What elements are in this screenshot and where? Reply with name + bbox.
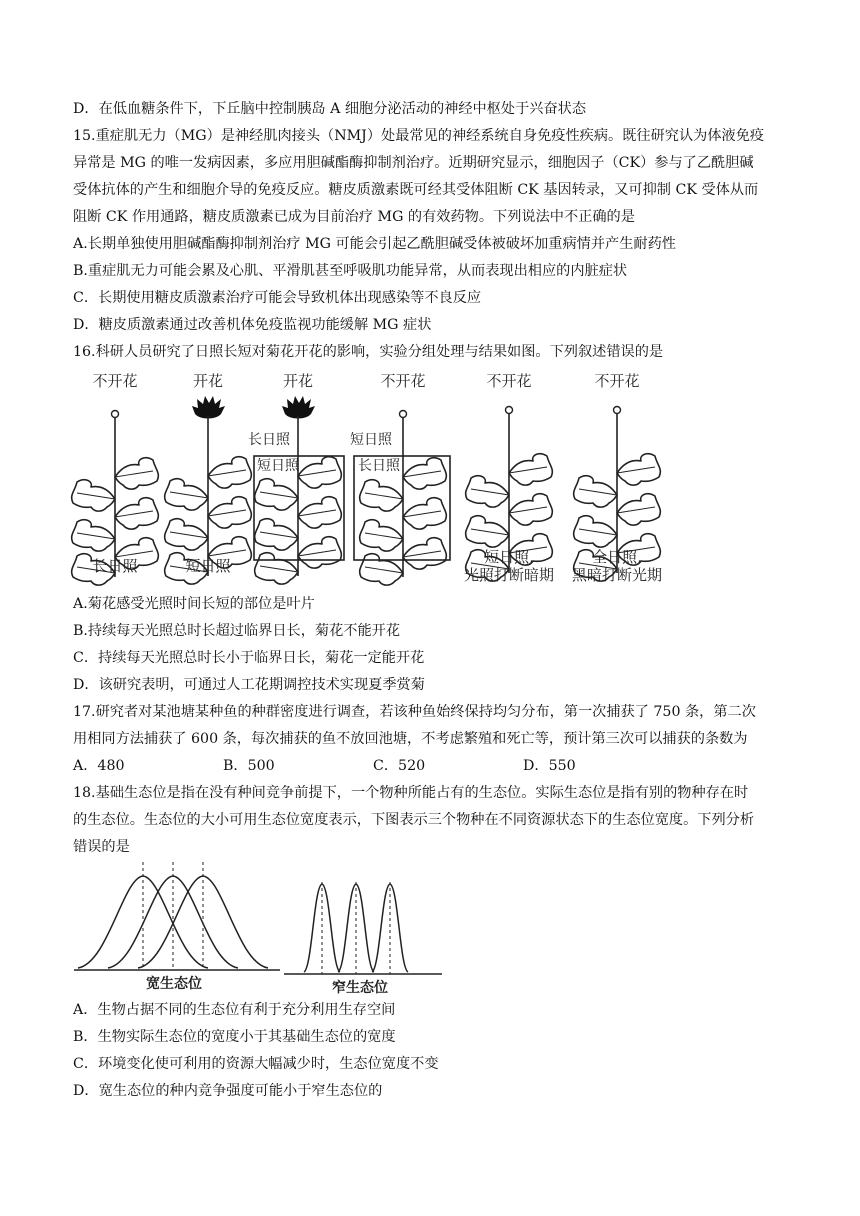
q17-stem-line-2: 用相同方法捕获了 600 条，每次捕获的鱼不放回池塘，不考虑繁殖和死亡等，预计第三次可以捕获的条数为 bbox=[73, 731, 748, 747]
bottom-label-2: 短日照 bbox=[185, 557, 231, 575]
q16-stem: 16.科研人员研究了日照长短对菊花开花的影响，实验分组处理与结果如图。下列叙述错误的是 bbox=[73, 344, 664, 360]
bottom-label-5b: 光照打断暗期 bbox=[463, 566, 555, 584]
bottom-label-6a: 全日照, bbox=[592, 548, 642, 566]
q18-option-d: D．宽生态位的种内竞争强度可能小于窄生态位的 bbox=[73, 1083, 383, 1099]
narrow-niche-label: 窄生态位 bbox=[332, 980, 388, 994]
top-label-1: 不开花 bbox=[92, 372, 138, 390]
q17-option-a: A．480 bbox=[73, 758, 125, 774]
q18-stem-line-1: 18.基础生态位是指在没有种间竞争前提下，一个物种所能占有的生态位。实际生态位是指有别的物种存在时 bbox=[73, 785, 749, 801]
bottom-label-1: 长日照 bbox=[92, 557, 138, 575]
q17-option-d: D．550 bbox=[523, 758, 576, 774]
top-label-3: 开花 bbox=[282, 372, 314, 390]
wide-niche-dashes bbox=[143, 862, 203, 970]
q16-option-c: C．持续每天光照总时长小于临界日长，菊花一定能开花 bbox=[73, 650, 425, 666]
chrysanthemum-figure bbox=[60, 366, 700, 588]
box3-outer-label: 长日照 bbox=[248, 432, 290, 448]
q15-stem-line-4: 阻断 CK 作用通路，糖皮质激素已成为目前治疗 MG 的有效药物。下列说法中不正确的是 bbox=[73, 209, 635, 225]
q17-option-c: C．520 bbox=[373, 758, 426, 774]
q15-option-c: C．长期使用糖皮质激素治疗可能会导致机体出现感染等不良反应 bbox=[73, 290, 482, 306]
top-label-5: 不开花 bbox=[486, 372, 532, 390]
q15-option-d: D．糖皮质激素通过改善机体免疫监视功能缓解 MG 症状 bbox=[73, 317, 432, 333]
q17-option-b: B．500 bbox=[223, 758, 275, 774]
q18-option-b: B．生物实际生态位的宽度小于其基础生态位的宽度 bbox=[73, 1029, 396, 1045]
q16-option-a: A.菊花感受光照时间长短的部位是叶片 bbox=[73, 596, 315, 612]
q15-stem-line-1: 15.重症肌无力（MG）是神经肌肉接头（NMJ）处最常见的神经系统自身免疫性疾病。既往研究认为体液免疫 bbox=[73, 128, 765, 144]
niche-width-figure bbox=[68, 858, 458, 994]
q18-stem-line-2: 的生态位。生态位的大小可用生态位宽度表示，下图表示三个物种在不同资源状态下的生态位宽度。下列分析 bbox=[73, 812, 755, 828]
q15-option-b: B.重症肌无力可能会累及心肌、平滑肌甚至呼吸肌功能异常，从而表现出相应的内脏症状 bbox=[73, 263, 628, 279]
box4-outer-label: 短日照 bbox=[350, 432, 392, 448]
plant-2 bbox=[165, 396, 252, 584]
top-label-2: 开花 bbox=[192, 372, 224, 390]
top-label-6: 不开花 bbox=[594, 372, 640, 390]
q16-option-d: D．该研究表明，可通过人工花期调控技术实现夏季赏菊 bbox=[73, 677, 425, 693]
q18-option-a: A．生物占据不同的生态位有利于充分利用生存空间 bbox=[73, 1002, 396, 1018]
narrow-niche-dashes bbox=[322, 882, 390, 974]
bottom-label-6b: 黑暗打断光期 bbox=[571, 566, 663, 584]
q17-options bbox=[73, 756, 576, 776]
q15-option-a: A.长期单独使用胆碱酯酶抑制剂治疗 MG 可能会引起乙酰胆碱受体被破坏加重病情并产生耐药性 bbox=[73, 236, 676, 252]
wide-niche-label: 宽生态位 bbox=[146, 976, 202, 992]
box3-inner-label: 短日照 bbox=[257, 458, 299, 474]
q15-stem-line-3: 受体抗体的产生和细胞介导的免疫反应。糖皮质激素既可经其受体阻断 CK 基因转录，又可抑制 CK 受体从而 bbox=[73, 182, 759, 198]
box4-inner-label: 长日照 bbox=[358, 458, 400, 474]
q15-stem-line-2: 异常是 MG 的唯一发病因素，多应用胆碱酯酶抑制剂治疗。近期研究显示，细胞因子（CK）参与了乙酰胆碱 bbox=[73, 155, 754, 171]
q18-option-c: C．环境变化使可利用的资源大幅减少时，生态位宽度不变 bbox=[73, 1056, 439, 1072]
bottom-label-5a: 短日照, bbox=[484, 548, 534, 566]
q14-option-d: D．在低血糖条件下，下丘脑中控制胰岛 A 细胞分泌活动的神经中枢处于兴奋状态 bbox=[73, 101, 587, 117]
top-label-4: 不开花 bbox=[380, 372, 426, 390]
q17-stem-line-1: 17.研究者对某池塘某种鱼的种群密度进行调查，若该种鱼始终保持均匀分布，第一次捕获了 750 条，第二次 bbox=[73, 704, 756, 720]
q16-option-b: B.持续每天光照总时长超过临界日长，菊花不能开花 bbox=[73, 623, 401, 639]
q18-stem-line-3: 错误的是 bbox=[73, 839, 130, 855]
narrow-niche-curves bbox=[304, 884, 408, 972]
plant-3 bbox=[255, 396, 342, 584]
